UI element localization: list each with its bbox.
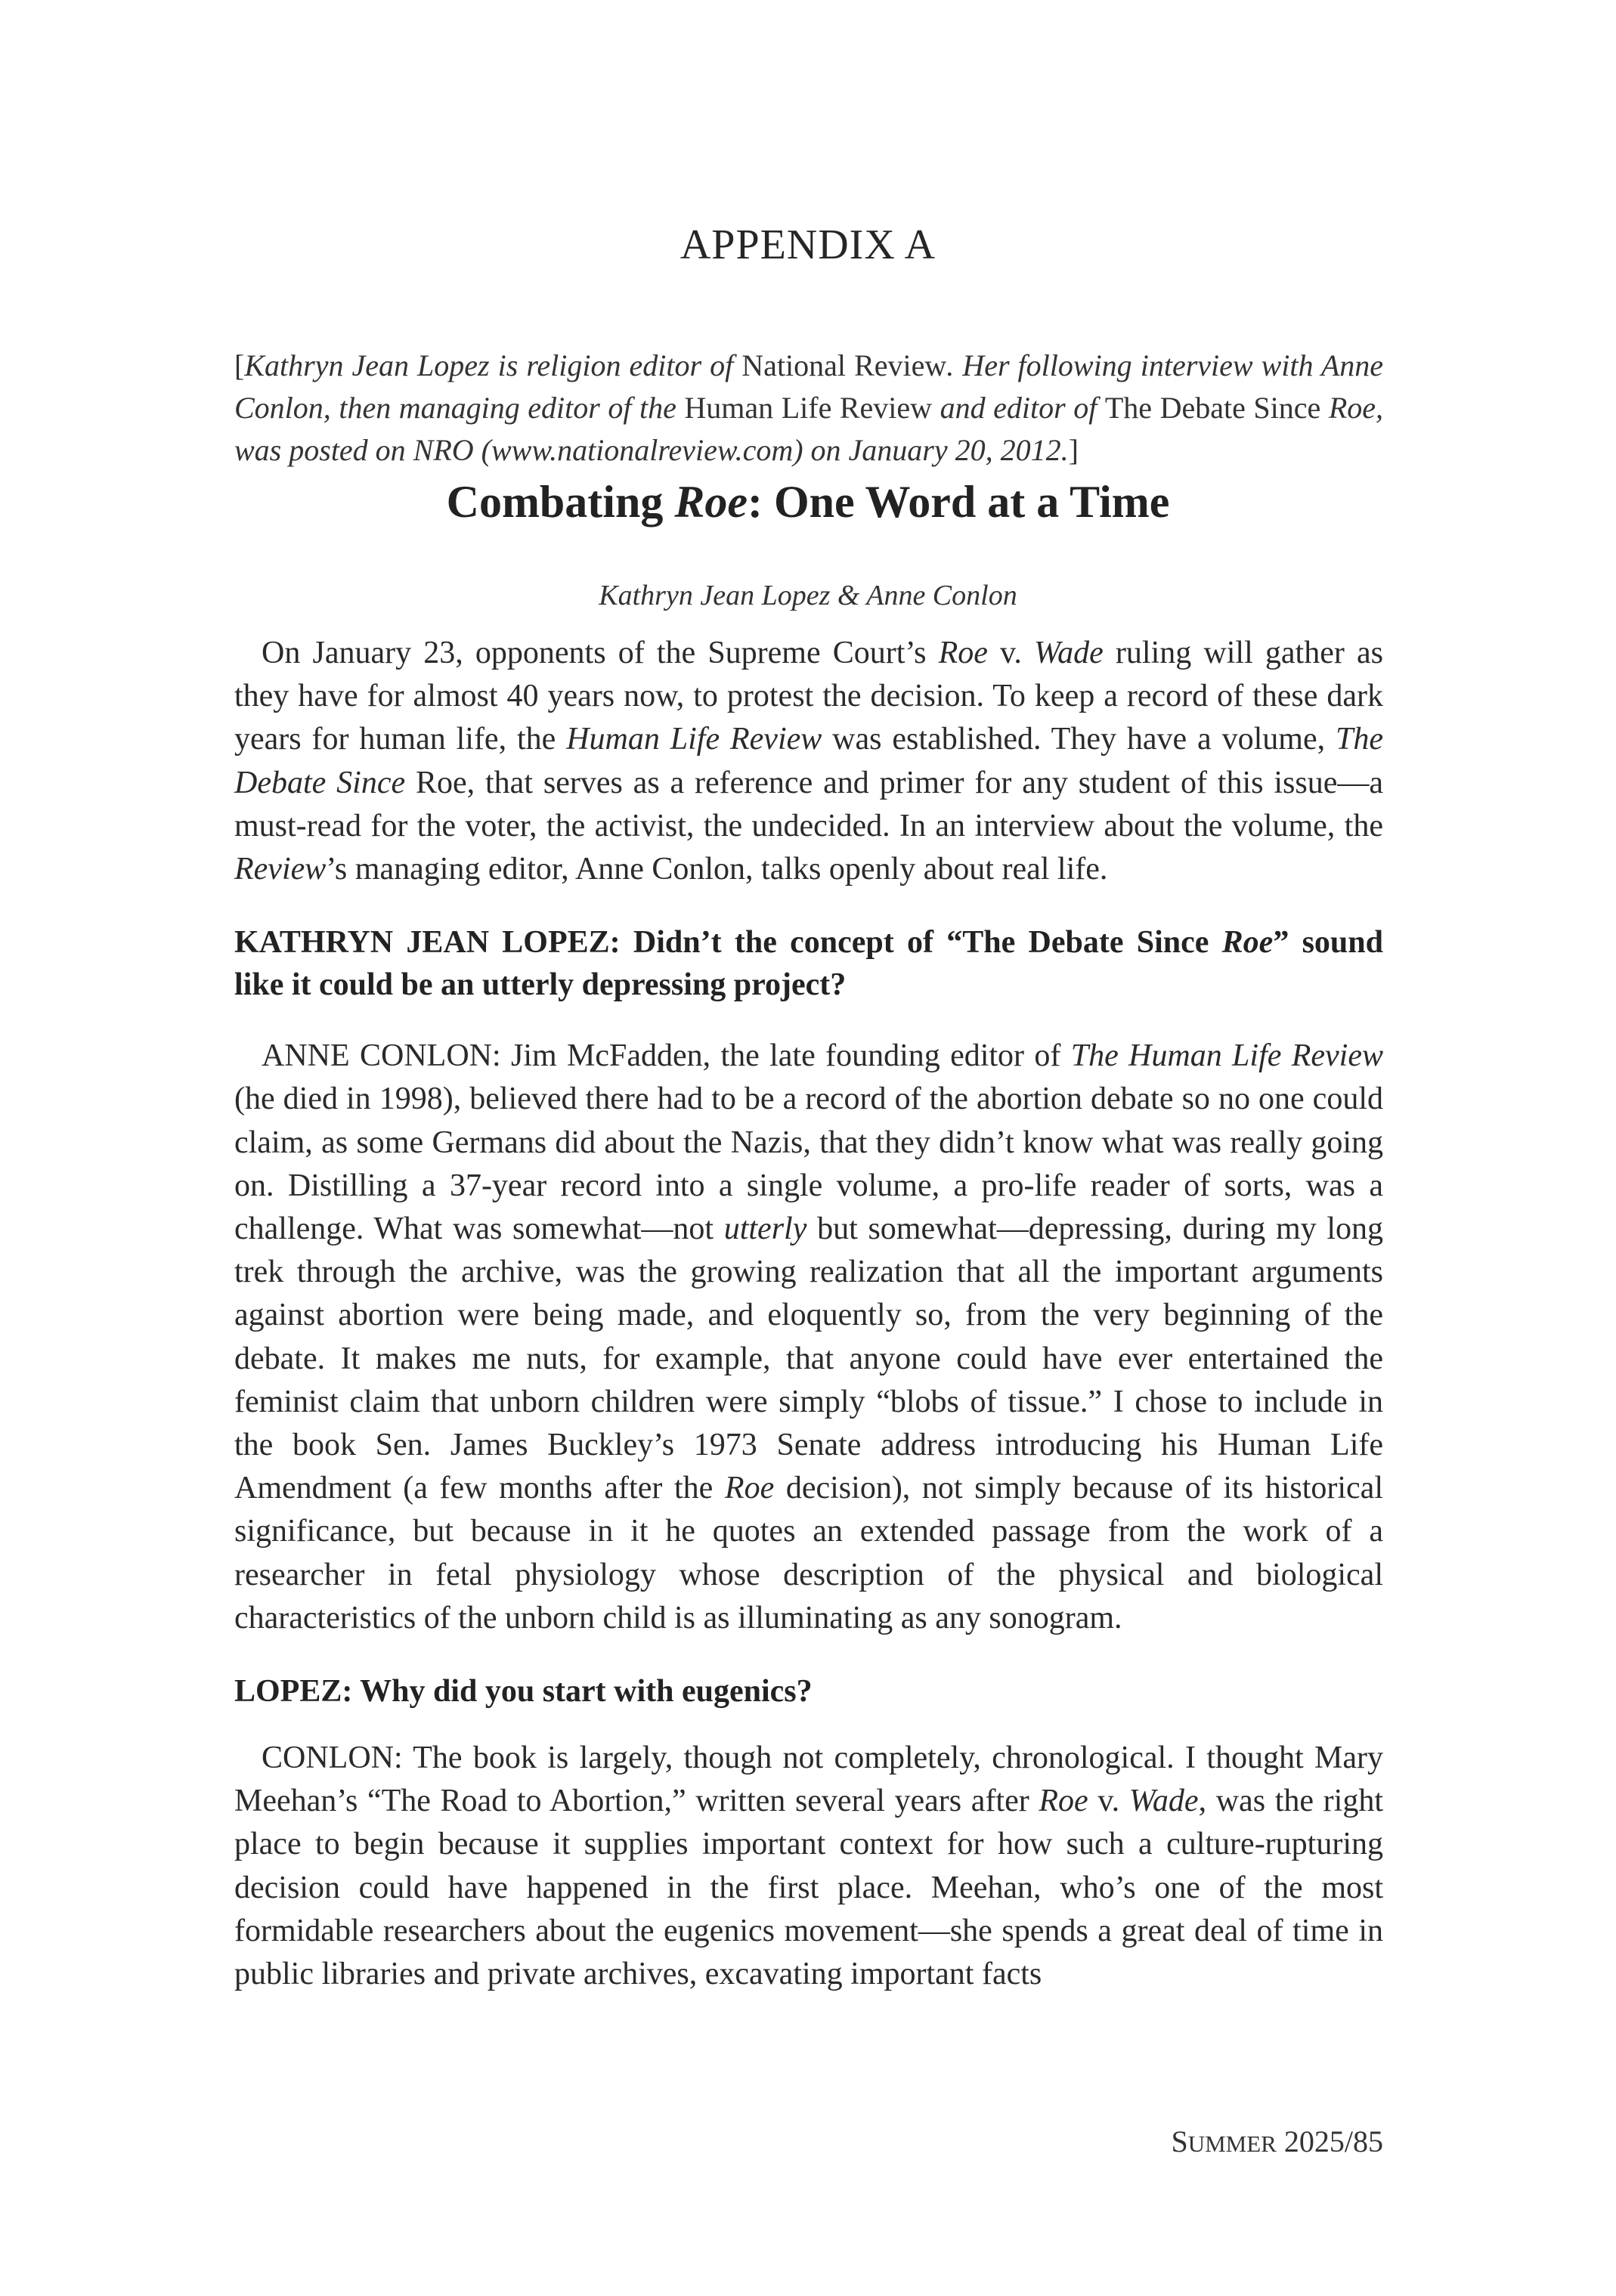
book-title-italic: Roe	[1328, 391, 1376, 425]
page-folio	[1171, 2124, 1383, 2159]
case-name: Roe	[938, 636, 988, 670]
answer-2	[234, 1737, 1383, 1996]
bracket-open: [	[234, 348, 245, 382]
text-run: v.	[987, 636, 1034, 670]
text-run: ANNE CONLON: Jim McFadden, the late founding editor of	[262, 1038, 1071, 1074]
text-run: v.	[1088, 1784, 1129, 1819]
text-run: KATHRYN JEAN LOPEZ: Didn’t the concept of “The Debate Since	[234, 925, 1222, 961]
publication-name: Human Life Review	[566, 722, 822, 757]
text-run: , was the right place to begin because it supplies important context for how such a culture-rupturing decision could have happened in the first place. Meehan, who’s one of the most formidable researchers about the eugenics movement—she spends a great deal of time in public libraries and private archives, excavating important facts	[234, 1784, 1383, 1992]
folio-season-initial: S	[1171, 2124, 1188, 2158]
folio-season-rest: UMMER	[1187, 2130, 1277, 2157]
publication-name: Review	[234, 852, 327, 887]
title-italic: Roe	[674, 477, 748, 527]
title-text: : One Word at a Time	[747, 477, 1170, 527]
answer-1	[234, 1035, 1383, 1640]
text-run: ’s managing editor, Anne Conlon, talks openly about real life.	[326, 852, 1108, 887]
publication-name: Human Life Review	[684, 391, 933, 425]
editor-note-text: . Her following interview with Anne Conlon, then managing editor of the	[234, 348, 1384, 425]
case-name: Wade	[1128, 1784, 1199, 1819]
text-run: (he died in 1998), believed there had to be a record of the abortion debate so no one could claim, as some Germans did about the Nazis, that they didn’t know what was really going on. Distilling a 37-year record into a single volume, a pro-life reader of sorts, was a challenge. What was somewhat—not	[234, 1081, 1383, 1247]
text-run: CONLON: The book is largely, though not completely, chronological. I thought Mary Meehan’s “The Road to Abortion,” written several years after	[234, 1741, 1383, 1819]
question-1	[234, 921, 1383, 1006]
case-name: Wade	[1034, 636, 1104, 670]
case-name: Roe	[1039, 1784, 1088, 1819]
book-title: The Debate Since	[1104, 391, 1329, 425]
appendix-heading: APPENDIX A	[680, 221, 936, 268]
book-title: Roe	[405, 765, 467, 800]
text-run: , that serves as a reference and primer for any student of this issue—a must-read for the voter, the activist, the undecided. In an interview about the volume, the	[234, 765, 1383, 843]
editor-note-text: , was posted on NRO (www.nationalreview.com) on January 20, 2012.	[234, 391, 1383, 467]
byline: Kathryn Jean Lopez & Anne Conlon	[599, 580, 1017, 611]
case-name: Roe	[724, 1471, 775, 1506]
title-text: Combating	[446, 477, 675, 527]
folio-issue-page: 2025/85	[1276, 2124, 1383, 2158]
bracket-close: ]	[1068, 433, 1079, 467]
book-title: The Debate Since	[234, 722, 1383, 800]
text-run: ” sound like it could be an utterly depressing project?	[234, 925, 1383, 1003]
text-run: was established. They have a volume,	[822, 722, 1336, 757]
text-run: decision), not simply because of its historical significance, but because in it he quotes an extended passage from the work of a researcher in fetal physiology whose description of the physical and biological characteristics of the unborn child is as illuminating as any sonogram.	[234, 1471, 1383, 1635]
editor-note-text: and editor of	[932, 391, 1105, 425]
text-run: but somewhat—depressing, during my long trek through the archive, was the growing realization that all the important arguments against abortion were being made, and eloquently so, from the very beginning of the debate. It makes me nuts, for example, that anyone could have ever entertained the feminist claim that unborn children were simply “blobs of tissue.” I chose to include in the book Sen. James Buckley’s 1973 Senate address introducing his Human Life Amendment (a few months after the	[234, 1211, 1383, 1506]
question-2: LOPEZ: Why did you start with eugenics?	[234, 1674, 813, 1710]
publication-name: The Human Life Review	[1070, 1038, 1383, 1074]
text-run: ruling will gather as they have for almost 40 years now, to protest the decision. To keep a record of these dark years for human life, the	[234, 636, 1383, 757]
editor-note	[234, 345, 1383, 472]
editor-note-text: Kathryn Jean Lopez is religion editor of	[244, 348, 742, 382]
article-title	[0, 476, 1616, 528]
publication-name: National Review	[741, 348, 947, 382]
article-body	[234, 632, 1383, 1996]
emphasis: utterly	[723, 1211, 807, 1247]
text-run: On January 23, opponents of the Supreme Court’s	[262, 636, 939, 670]
case-name: Roe	[1221, 925, 1274, 961]
intro-paragraph	[234, 632, 1383, 891]
